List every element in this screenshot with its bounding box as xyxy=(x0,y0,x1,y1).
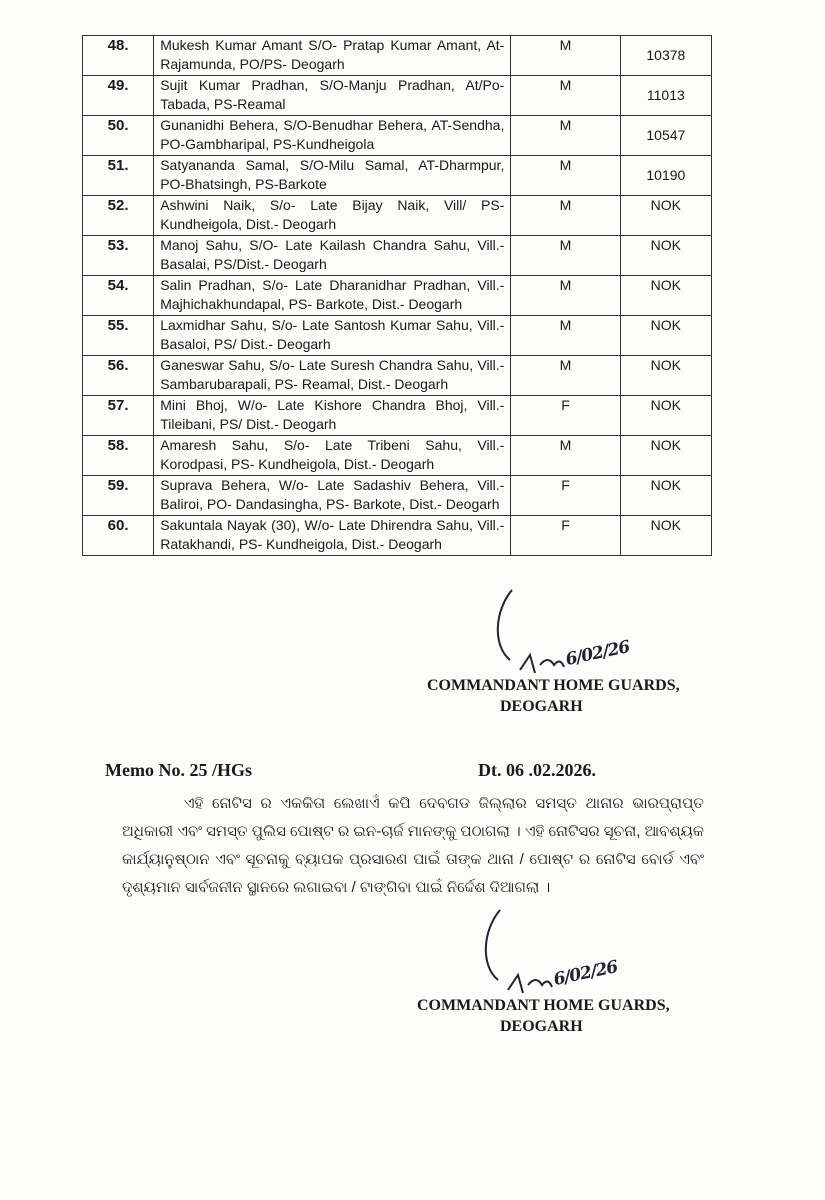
serial-number: 52. xyxy=(83,196,154,236)
serial-number: 54. xyxy=(83,276,154,316)
signatory-location: DEOGARH xyxy=(500,1018,583,1035)
memo-date: Dt. 06 .02.2026. xyxy=(478,760,596,780)
id-number: NOK xyxy=(620,236,711,276)
gender: M xyxy=(511,76,620,116)
table-row xyxy=(83,276,712,316)
gender: F xyxy=(511,396,620,436)
id-number: NOK xyxy=(620,356,711,396)
person-details: Mini Bhoj, W/o- Late Kishore Chandra Bhoj, Vill.- Tileibani, PS/ Dist.- Deogarh xyxy=(154,396,511,436)
gender: M xyxy=(511,116,620,156)
gender: M xyxy=(511,156,620,196)
serial-number: 56. xyxy=(83,356,154,396)
table-row xyxy=(83,236,712,276)
serial-number: 57. xyxy=(83,396,154,436)
serial-number: 53. xyxy=(83,236,154,276)
signature-1 xyxy=(490,585,580,685)
gender: M xyxy=(511,276,620,316)
id-number: NOK xyxy=(620,316,711,356)
gender: M xyxy=(511,356,620,396)
serial-number: 60. xyxy=(83,516,154,556)
id-number: 11013 xyxy=(620,76,711,116)
table-row xyxy=(83,396,712,436)
table-row xyxy=(83,476,712,516)
signatory-title: COMMANDANT HOME GUARDS, xyxy=(417,997,670,1014)
serial-number: 49. xyxy=(83,76,154,116)
person-details: Laxmidhar Sahu, S/o- Late Santosh Kumar Sahu, Vill.- Basaloi, PS/ Dist.- Deogarh xyxy=(154,316,511,356)
signature-date-2: 6/02/26 xyxy=(551,957,620,990)
signature-2 xyxy=(478,905,568,1005)
serial-number: 59. xyxy=(83,476,154,516)
person-details: Amaresh Sahu, S/o- Late Tribeni Sahu, Vill.- Korodpasi, PS- Kundheigola, Dist.- Deogarh xyxy=(154,436,511,476)
table-row xyxy=(83,356,712,396)
signatory-location: DEOGARH xyxy=(500,698,583,715)
table-row xyxy=(83,76,712,116)
id-number: 10547 xyxy=(620,116,711,156)
table-row xyxy=(83,156,712,196)
person-details: Satyananda Samal, S/O-Milu Samal, AT-Dharmpur, PO-Bhatsingh, PS-Barkote xyxy=(154,156,511,196)
id-number: NOK xyxy=(620,516,711,556)
gender: M xyxy=(511,236,620,276)
table-row xyxy=(83,196,712,236)
id-number: NOK xyxy=(620,276,711,316)
beneficiary-table xyxy=(82,35,712,556)
id-number: 10190 xyxy=(620,156,711,196)
table-row xyxy=(83,516,712,556)
person-details: Ashwini Naik, S/o- Late Bijay Naik, Vill/ PS-Kundheigola, Dist.- Deogarh xyxy=(154,196,511,236)
serial-number: 51. xyxy=(83,156,154,196)
person-details: Ganeswar Sahu, S/o- Late Suresh Chandra Sahu, Vill.- Sambarubarapali, PS- Reamal, Dist.- Deogarh xyxy=(154,356,511,396)
person-details: Sujit Kumar Pradhan, S/O-Manju Pradhan, At/Po-Tabada, PS-Reamal xyxy=(154,76,511,116)
table-row xyxy=(83,116,712,156)
signature-date-1: 6/02/26 xyxy=(563,637,632,670)
table-row xyxy=(83,36,712,76)
signatory-block-2 xyxy=(417,995,670,1037)
gender: M xyxy=(511,316,620,356)
gender: M xyxy=(511,436,620,476)
gender: M xyxy=(511,36,620,76)
person-details: Suprava Behera, W/o- Late Sadashiv Behera, Vill.- Baliroi, PO- Dandasingha, PS- Barkote, Dist.- Deogarh xyxy=(154,476,511,516)
table-row xyxy=(83,436,712,476)
id-number: NOK xyxy=(620,436,711,476)
gender: M xyxy=(511,196,620,236)
serial-number: 50. xyxy=(83,116,154,156)
table-row xyxy=(83,316,712,356)
person-details: Sakuntala Nayak (30), W/o- Late Dhirendra Sahu, Vill.- Ratakhandi, PS- Kundheigola, Dist.- Deogarh xyxy=(154,516,511,556)
person-details: Gunanidhi Behera, S/O-Benudhar Behera, AT-Sendha, PO-Gambharipal, PS-Kundheigola xyxy=(154,116,511,156)
serial-number: 48. xyxy=(83,36,154,76)
person-details: Mukesh Kumar Amant S/O- Pratap Kumar Amant, At- Rajamunda, PO/PS- Deogarh xyxy=(154,36,511,76)
gender: F xyxy=(511,476,620,516)
id-number: NOK xyxy=(620,196,711,236)
id-number: 10378 xyxy=(620,36,711,76)
serial-number: 58. xyxy=(83,436,154,476)
gender: F xyxy=(511,516,620,556)
person-details: Salin Pradhan, S/o- Late Dharanidhar Pradhan, Vill.- Majhichakhundapal, PS- Barkote, Dist.- Deogarh xyxy=(154,276,511,316)
person-details: Manoj Sahu, S/O- Late Kailash Chandra Sahu, Vill.- Basalai, PS/Dist.- Deogarh xyxy=(154,236,511,276)
memo-number: Memo No. 25 /HGs xyxy=(105,760,252,780)
serial-number: 55. xyxy=(83,316,154,356)
id-number: NOK xyxy=(620,476,711,516)
notice-paragraph: ଏହି ନୋଟିସ ର ଏକକିତା ଲେଖାଏଁ କପି ଦେବଗଡ ଜିଲ୍ଲାର ସମସ୍ତ ଥାନାର ଭାରପ୍ରାପ୍ତ ଅଧିକାରୀ ଏବଂ ସମସ୍ତ ପୁଲିସ ପୋଷ୍ଟ ର ଇନ-ଚାର୍ଜ ମାନଙ୍କୁ ପଠାଗଲା । ଏହି ନୋଟିସର ସୂଚନା, ଆବଶ୍ୟକ କାର୍ଯ୍ୟାନୁଷ୍ଠାନ ଏବଂ ସୂଚନାକୁ ବ୍ୟାପକ ପ୍ରସାରଣ ପାଇଁ ତାଙ୍କ ଥାନା / ପୋଷ୍ଟ ର ନୋଟିସ ବୋର୍ଡ ଏବଂ ଦୃଶ୍ୟମାନ ସାର୍ବଜନୀନ ସ୍ଥାନରେ ଲଗାଇବା / ଟାଙ୍ଗିବା ପାଇଁ ନିର୍ଦ୍ଦେଶ ଦିଆଗଲା । xyxy=(122,795,704,896)
signatory-block-1 xyxy=(427,675,680,717)
signatory-title: COMMANDANT HOME GUARDS, xyxy=(427,677,680,694)
id-number: NOK xyxy=(620,396,711,436)
